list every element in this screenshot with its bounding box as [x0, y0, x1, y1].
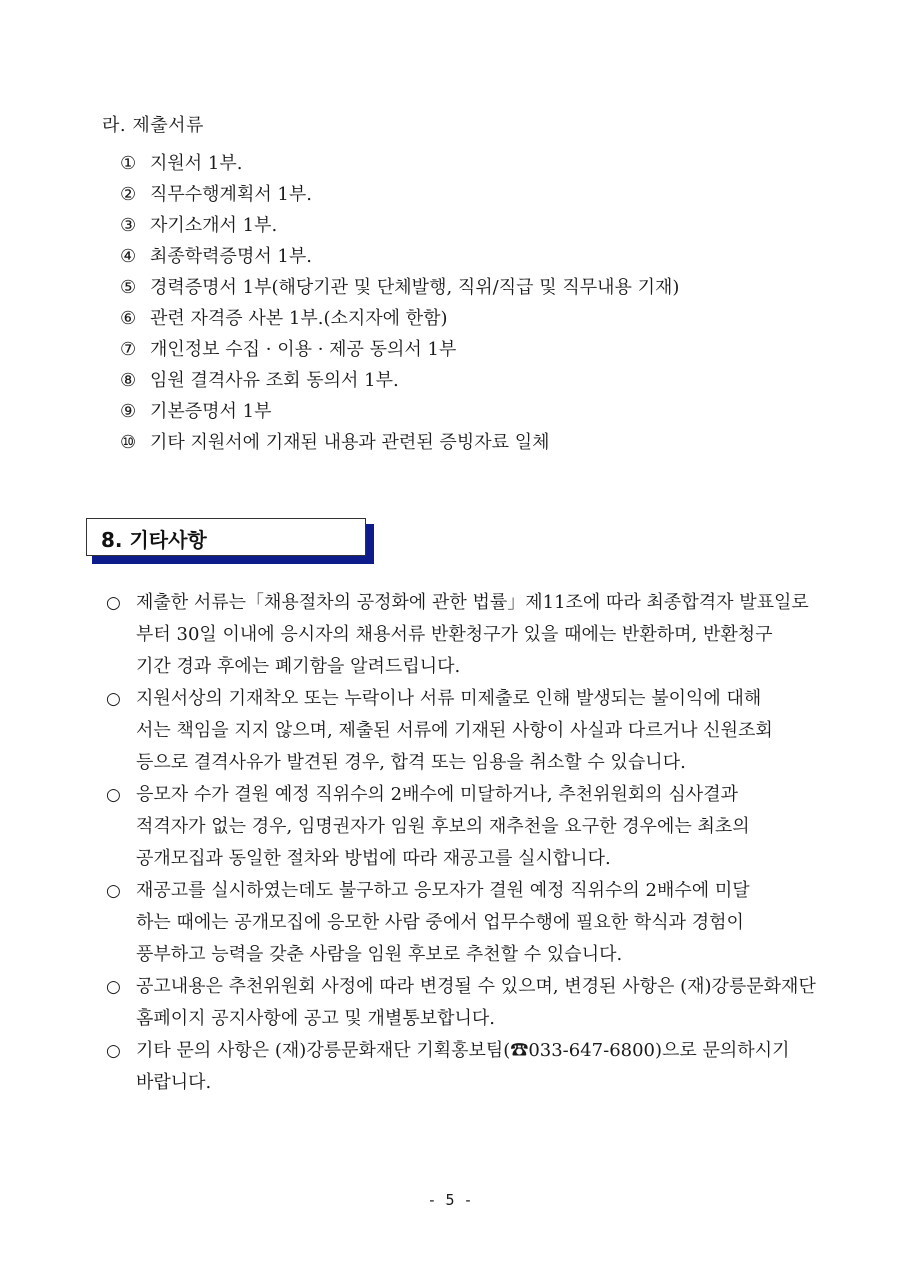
item-number: ⑤: [120, 277, 137, 298]
list-item: [120, 241, 840, 272]
note-line: 재공고를 실시하였는데도 불구하고 응모자가 결원 예정 직위수의 2배수에 미달: [136, 880, 750, 901]
note-line: 기타 문의 사항은 (재)강릉문화재단 기획홍보팀(☎033-647-6800)으로 문의하시기: [136, 1040, 790, 1061]
note-line: 응모자 수가 결원 예정 직위수의 2배수에 미달하거나, 추천위원회의 심사결과: [136, 784, 738, 805]
item-number: ⑥: [120, 308, 137, 329]
bullet-circle-icon: ○: [106, 785, 121, 805]
list-item: [120, 334, 840, 365]
item-number: ⑨: [120, 401, 137, 422]
list-item: [120, 396, 840, 427]
note-line: 기간 경과 후에는 폐기함을 알려드립니다.: [136, 656, 461, 677]
heading-title: 8. 기타사항: [101, 528, 207, 552]
note-line: 하는 때에는 공개모집에 응모한 사람 중에서 업무수행에 필요한 학식과 경험이: [136, 912, 744, 933]
heading-box: [86, 518, 366, 556]
item-text: 경력증명서 1부(해당기관 및 단체발행, 직위/직급 및 직무내용 기재): [150, 277, 680, 298]
bullet-circle-icon: ○: [106, 689, 121, 709]
item-number: ⑧: [120, 370, 137, 391]
note-line: 부터 30일 이내에 응시자의 채용서류 반환청구가 있을 때에는 반환하며, 반환청구: [136, 624, 773, 645]
note-line: 서는 책임을 지지 않으며, 제출된 서류에 기재된 사항이 사실과 다르거나 신원조회: [136, 720, 773, 741]
submission-documents-list: [120, 148, 840, 458]
item-number: ⑩: [120, 432, 137, 453]
item-text: 지원서 1부.: [150, 153, 243, 174]
note-item: [104, 1035, 820, 1099]
item-text: 최종학력증명서 1부.: [150, 246, 312, 267]
item-text: 개인정보 수집 · 이용 · 제공 동의서 1부: [150, 339, 457, 360]
note-line: 적격자가 없는 경우, 임명권자가 임원 후보의 재추천을 요구한 경우에는 최초의: [136, 816, 750, 837]
bullet-circle-icon: ○: [106, 1041, 121, 1061]
note-line: 홈페이지 공지사항에 공고 및 개별통보합니다.: [136, 1008, 495, 1029]
item-text: 자기소개서 1부.: [150, 215, 278, 236]
list-item: [120, 365, 840, 396]
note-line: 지원서상의 기재착오 또는 누락이나 서류 미제출로 인해 발생되는 불이익에 대해: [136, 688, 762, 709]
item-number: ④: [120, 246, 137, 267]
item-text: 기본증명서 1부: [150, 401, 272, 422]
note-line: 풍부하고 능력을 갖춘 사람을 임원 후보로 추천할 수 있습니다.: [136, 944, 623, 965]
bullet-circle-icon: ○: [106, 977, 121, 997]
note-line: 공개모집과 동일한 절차와 방법에 따라 재공고를 실시합니다.: [136, 848, 611, 869]
note-item: [104, 875, 820, 971]
note-line: 바랍니다.: [136, 1072, 212, 1093]
submission-documents-title: 라. 제출서류: [102, 115, 204, 136]
note-line: 제출한 서류는「채용절차의 공정화에 관한 법률」제11조에 따라 최종합격자 발표일로: [136, 592, 809, 613]
item-number: ③: [120, 215, 137, 236]
list-item: [120, 427, 840, 458]
item-text: 관련 자격증 사본 1부.(소지자에 한함): [150, 308, 448, 329]
note-item: [104, 971, 820, 1035]
other-matters-heading: [86, 518, 374, 566]
page-number: - 5 -: [427, 1191, 473, 1209]
note-item: [104, 779, 820, 875]
list-item: [120, 303, 840, 334]
list-item: [120, 179, 840, 210]
item-text: 직무수행계획서 1부.: [150, 184, 312, 205]
bullet-circle-icon: ○: [106, 881, 121, 901]
item-number: ②: [120, 184, 137, 205]
item-text: 임원 결격사유 조회 동의서 1부.: [150, 370, 399, 391]
item-text: 기타 지원서에 기재된 내용과 관련된 증빙자료 일체: [150, 432, 550, 453]
note-line: 공고내용은 추천위원회 사정에 따라 변경될 수 있으며, 변경된 사항은 (재)강릉문화재단: [136, 976, 816, 997]
bullet-circle-icon: ○: [106, 593, 121, 613]
note-line: 등으로 결격사유가 발견된 경우, 합격 또는 임용을 취소할 수 있습니다.: [136, 752, 686, 773]
other-matters-notes: [104, 587, 820, 1099]
list-item: [120, 148, 840, 179]
item-number: ⑦: [120, 339, 137, 360]
note-item: [104, 587, 820, 683]
item-number: ①: [120, 153, 137, 174]
list-item: [120, 210, 840, 241]
note-item: [104, 683, 820, 779]
list-item: [120, 272, 840, 303]
